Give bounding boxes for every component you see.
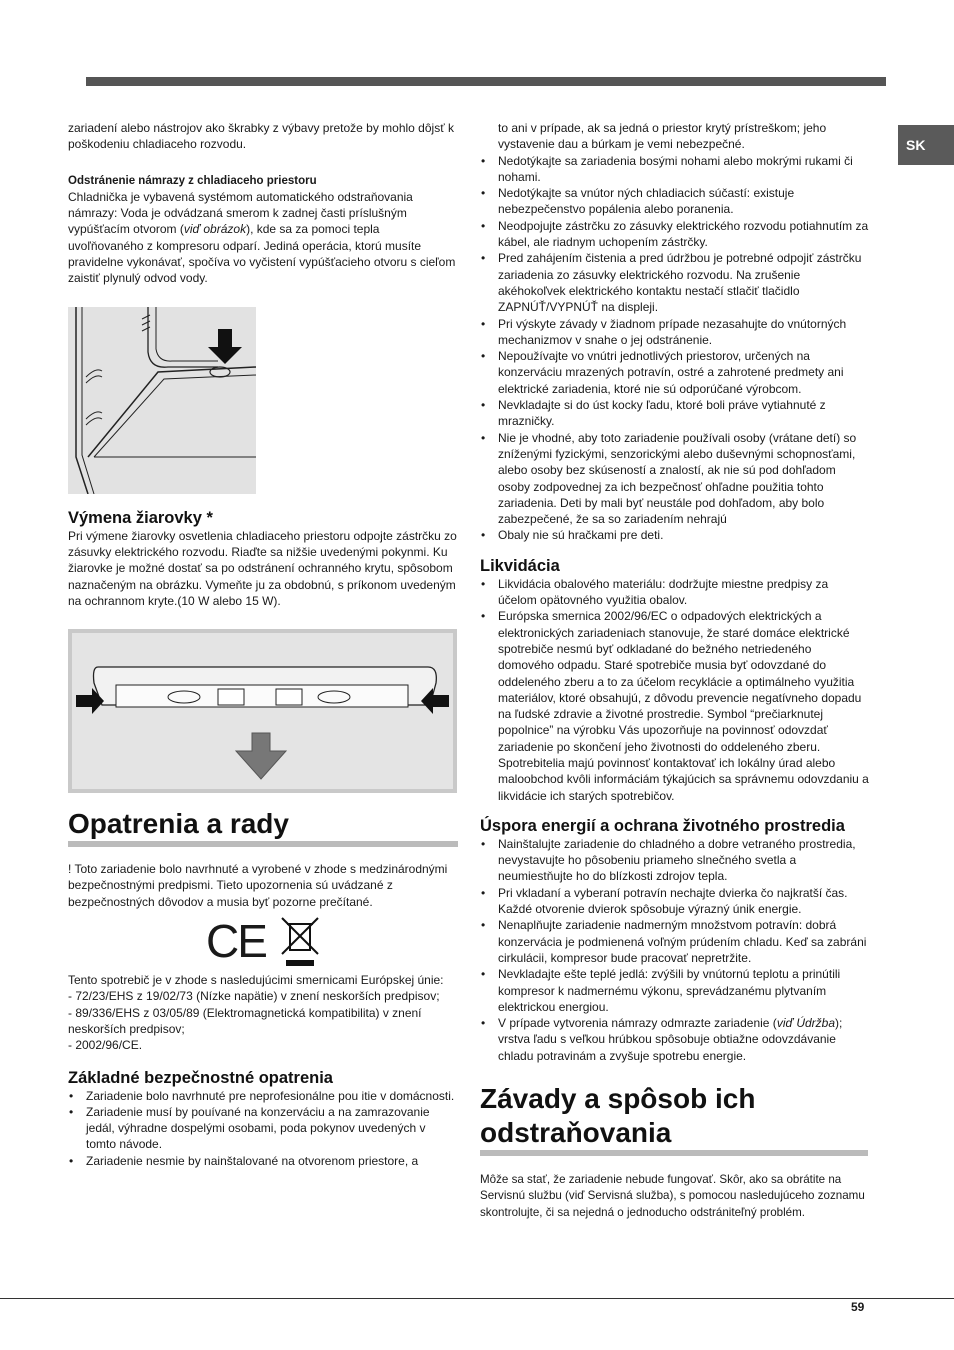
- energy-last-text-2: ); vrstva ľadu s veľkou hrúbkou spôsobuje obtiažne odovzdávanie chladu potravinám a zvyšuje spotrebu energie.: [498, 1016, 843, 1063]
- ce-mark: CE: [206, 914, 266, 967]
- safety-list-right: [480, 153, 870, 544]
- list-item: • Nainštalujte zariadenie do chladného a dobre vetraného prostredia, nevystavujte ho pôsobeniu priameho slnečného svetla a neumiestňujte ho do blízkosti zdrojov tepla.: [480, 836, 870, 885]
- disposal-heading: Likvidácia: [480, 556, 560, 575]
- defrost-text-1: Chladnička je vybavená systémom automatického odstraňovania námrazy: Voda je odvádzaná smerom k zadnej časti príslušným vypúšťacím otvorom (: [68, 189, 413, 237]
- page-number: 59: [851, 1300, 865, 1314]
- intro-paragraph: zariadení alebo nástrojov ako škrabky z výbavy pretože by mohlo dôjsť k poškodeniu chladiaceho rozvodu.: [68, 121, 455, 152]
- energy-last-text-1: V prípade vytvorenia námrazy odmrazte zariadenie (: [498, 1016, 777, 1031]
- precautions-title: Opatrenia a rady: [68, 807, 458, 847]
- safety-heading: Základné bezpečnostné opatrenia: [68, 1068, 333, 1087]
- language-tab: SK: [898, 125, 954, 165]
- list-item: • Pri vkladaní a vyberaní potravín nechajte dvierka čo najkratší čas. Každé otvorenie dvierok spôsobuje výrazný únik energie.: [480, 885, 870, 918]
- list-item: • Nedotýkajte sa vnútor ných chladiacich súčastí: existuje nebezpečenstvo popálenia alebo poranenia.: [480, 185, 870, 218]
- faults-title: Závady a spôsob ich odstraňovania: [480, 1082, 868, 1156]
- list-item: • Nepoužívajte vo vnútri jednotlivých priestorov, určených na konzerváciu mrazených potravín, ostré a zahrotené predmety ani elektrické zariadenia, ktoré nie sú odporúčané výrobcom.: [480, 348, 870, 397]
- list-item: • Neodpojujte zástrčku zo zásuvky elektrického rozvodu potiahnutím za kábel, ale riadnym uchopením zástrčky.: [480, 218, 870, 251]
- list-item: • Pred zahájením čistenia a pred údržbou je potrebné odpojiť zástrčku zariadenia zo zásuvky elektrického rozvodu. Na zrušenie akéhokoľvek elektrického kontaktu nestačí stlačiť tlačidlo ZAPNÚŤ/VYPNÚŤ na displeji.: [480, 250, 870, 315]
- list-item: • Európska smernica 2002/96/EC o odpadových elektrických a elektronických zariadeniach stanovuje, že staré domáce elektrické spotrebiče nesmú byť odkladané do bežného netriedeného domového odpadu. Staré spotrebiče musia byť odovzdané do oddeleného zberu a to za účelom recyklácie a optimálneho využitia materiálov, ktoré obsahujú, z dôvodu prevencie negatívneho dopadu na ľudské zdravie a životné prostredie. Symbol “prečiarknutej popolnice” na výrobku Vás upozorňuje na povinnosť odovzdať zariadenie po skončení jeho životnosti do oddeleného zberu.: [480, 608, 870, 755]
- header-rule: [86, 77, 886, 86]
- list-item: • Likvidácia obalového materiálu: dodržujte miestne predpisy za účelom opätovného využitia obalov.: [480, 576, 870, 609]
- footer-rule: [0, 1298, 954, 1299]
- directive-1: - 72/23/EHS z 19/02/73 (Nízke napätie) v znení neskorších predpisov;: [68, 989, 440, 1004]
- faults-intro: Môže sa stať, že zariadenie nebude fungovať. Skôr, ako sa obrátite na Servisnú službu (viď Servisná služba), s pomocou nasledujúceho zoznamu skontrolujte, či sa nejedná o jednoducho odstrániteľný problém.: [480, 1173, 865, 1219]
- list-item: • Zariadenie bolo navrhnuté pre neprofesionálne pou itie v domácnosti.: [68, 1088, 458, 1104]
- defrost-heading: Odstránenie námrazy z chladiaceho priestoru: [68, 174, 317, 187]
- directive-2: - 89/336/EHS z 03/05/89 (Elektromagnetická kompatibilita) v znení neskorších predpisov;: [68, 1005, 422, 1036]
- energy-list: [480, 836, 870, 1064]
- continued-item: to ani v prípade, ak sa jedná o priestor krytý prístreškom; jeho vystavenie dau a búrkam je vemi nebezpečné.: [498, 121, 827, 152]
- bulb-cover-drawing: [72, 633, 453, 789]
- disposal-note: Spotrebitelia majú povinnosť kontaktovať ich lokálny úrad alebo maloobchod kvôli informáciám týkajúcich sa správnemu odovzdaniu a likvidácie ich starých spotrebičov.: [498, 755, 869, 803]
- directives-intro: Tento spotrebič je v zhode s nasledujúcimi smernicami Európskej únie:: [68, 973, 444, 988]
- list-item: • Pri výskyte závady v žiadnom prípade nezasahujte do vnútorných mechanizmov v snahe o jej odstránenie.: [480, 316, 870, 349]
- list-item: • Zariadenie nesmie by nainštalované na otvorenom priestore, a: [68, 1153, 458, 1169]
- list-item: [480, 1015, 870, 1064]
- bulb-cover-illustration: [68, 629, 457, 793]
- defrost-text-2: ), kde sa za pomoci tepla uvoľňovaného z kompresoru odparí. Jediná operácia, ktorú musíte pravidelne vykonávať, spočíva vo vyčistení vypúšťacieho otvoru s cieľom zaistiť plynulý odvod vody.: [68, 222, 456, 286]
- energy-last-italic: viď Údržba: [776, 1016, 835, 1031]
- bulb-paragraph: Pri výmene žiarovky osvetlenia chladiaceho priestoru odpojte zástrčku zo zásuvky elektrického rozvodu. Riaďte sa nižšie uvedenými pokynmi. Ku žiarovke je možné dostať sa po odstránení ochranného krytu, spôsobom naznačeným na obrázku. Vymeňte ju za obdobnú, s príkonom uvedeným na ochrannom kryte.(10 W alebo 15 W).: [68, 528, 457, 608]
- defrost-paragraph: [68, 189, 458, 287]
- list-item: • Nie je vhodné, aby toto zariadenie používali osoby (vrátane detí) so zníženými fyzickými, senzorickými alebo duševnými schopnosťami, alebo osoby bez skúseností a znalostí, ak nie sú pod dohľadom osoby zodpovednej za ich bezpečnosť ohľadne použitia tohto zariadenia. Deti by mali byť neustále pod dohľadom, aby bolo zabezpečené, že sa so zariadením nehrajú: [480, 430, 870, 528]
- disposal-list: [480, 576, 870, 755]
- left-column: [68, 120, 458, 1169]
- right-column: [480, 120, 870, 1221]
- list-item: • Nedotýkajte sa zariadenia bosými nohami alebo mokrými rukami či nohami.: [480, 153, 870, 186]
- energy-heading: Úspora energií a ochrana životného prostredia: [480, 816, 845, 835]
- drain-drawing: [68, 307, 256, 494]
- bulb-heading: Výmena žiarovky *: [68, 508, 213, 527]
- list-item: • Nevkladajte ešte teplé jedlá: zvýšili by vnútornú teplotu a prinútili kompresor k nadmernému výkonu, sprevádzanému plytvaním elektrickou energiou.: [480, 966, 870, 1015]
- list-item: • Zariadenie musí by pouívané na konzerváciu a na zamrazovanie jedál, výhradne dospelými osobami, poda pokynov uvedených v tomto návode.: [68, 1104, 458, 1153]
- precautions-intro: ! Toto zariadenie bolo navrhnuté a vyrobené v zhode s medzinárodnými bezpečnostnými predpismi. Tieto upozornenia sú uvádzané z bezpečnostných dôvodov a musia byť pozorne prečítané.: [68, 862, 448, 909]
- defrost-drain-illustration: [68, 307, 256, 494]
- crossed-bin-icon: [280, 914, 320, 968]
- list-item: • Nevkladajte si do úst kocky ľadu, ktoré boli práve vytiahnuté z mrazničky.: [480, 397, 870, 430]
- defrost-text-italic: viď obrázok: [183, 222, 247, 237]
- safety-list-left: [68, 1088, 458, 1169]
- list-item: • Obaly nie sú hračkami pre deti.: [480, 527, 870, 543]
- directive-3: - 2002/96/CE.: [68, 1038, 143, 1053]
- compliance-marks: [68, 910, 458, 972]
- list-item: • Nenaplňujte zariadenie nadmerným množstvom potravín: dobrá konzervácia je podmienená voľným prúdením chladu. Keď sa zabráni cirkulácii, kompresor bude pracovať nepretržite.: [480, 917, 870, 966]
